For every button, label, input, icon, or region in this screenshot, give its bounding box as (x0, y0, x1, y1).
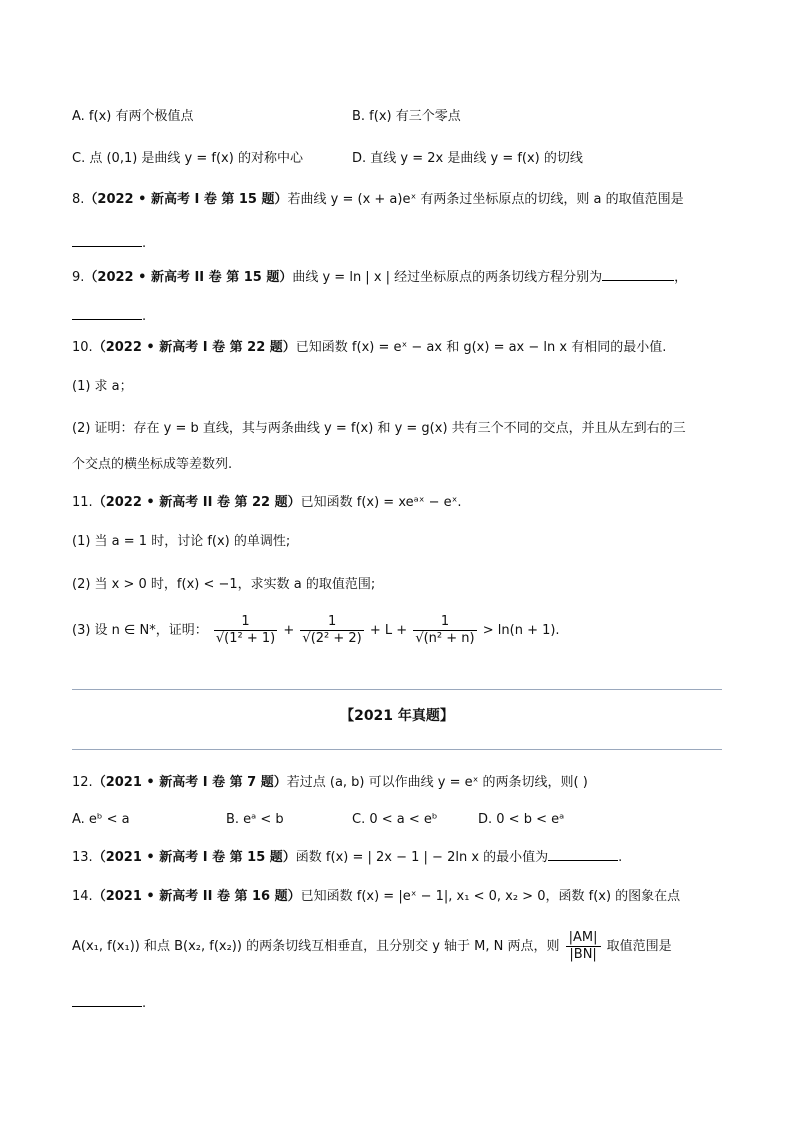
question-14-cont (72, 930, 672, 963)
period: . (142, 236, 147, 251)
answer-blank[interactable] (72, 305, 142, 320)
answer-blank[interactable] (602, 266, 674, 281)
question-number: 13. (72, 850, 93, 865)
question-9-answer (72, 305, 146, 326)
question-text: 曲线 y = ln | x | 经过坐标原点的两条切线方程分别为 (292, 270, 603, 285)
fraction-term-1: $\frac{1}{\text{√(1² + 1)}}$ (215, 614, 276, 646)
q12-option-c: C. 0 < a < eᵇ (352, 812, 438, 827)
question-10-part-2-cont: 个交点的横坐标成等差数列. (72, 457, 233, 472)
q12-option-a: A. eᵇ < a (72, 812, 130, 827)
question-text-end: 取值范围是 (606, 939, 672, 954)
question-number: 9. (72, 270, 85, 285)
separator: ， (674, 270, 688, 285)
fraction-term-n: $\frac{1}{\text{√(n² + n)}}$ (415, 614, 475, 646)
question-11-part-1: (1) 当 a = 1 时，讨论 f(x) 的单调性; (72, 534, 291, 549)
inequality-tail: > ln(n + 1). (482, 623, 560, 638)
section-title-2021: 【2021 年真题】 (340, 708, 454, 724)
question-source: （2021 • 新高考 I 卷 第 7 题） (92, 775, 287, 790)
answer-blank[interactable] (72, 992, 142, 1007)
question-14 (72, 888, 680, 906)
question-8-answer (72, 232, 146, 253)
q12-option-b: B. eᵃ < b (226, 812, 284, 827)
question-source: （2022 • 新高考 II 卷 第 22 题） (92, 495, 301, 510)
question-number: 11. (72, 495, 93, 510)
period: . (618, 850, 623, 865)
question-source: （2021 • 新高考 II 卷 第 16 题） (92, 889, 301, 904)
question-number: 10. (72, 340, 93, 355)
question-9 (72, 266, 687, 287)
question-11-part-3 (72, 614, 560, 647)
part-lead: (3) 设 n ∈ N*，证明： (72, 623, 208, 638)
period: . (142, 309, 147, 324)
question-12 (72, 774, 588, 792)
question-11-part-2: (2) 当 x > 0 时，f(x) < −1，求实数 a 的取值范围; (72, 577, 376, 592)
question-text: 已知函数 f(x) = xeᵃˣ − eˣ. (300, 495, 462, 510)
answer-blank[interactable] (548, 846, 618, 861)
question-source: （2022 • 新高考 I 卷 第 15 题） (84, 192, 288, 207)
q7-option-a: A. f(x) 有两个极值点 (72, 109, 194, 124)
q7-option-b: B. f(x) 有三个零点 (352, 109, 461, 124)
question-source: （2021 • 新高考 I 卷 第 15 题） (92, 850, 296, 865)
plus-sign: + (283, 623, 295, 638)
question-number: 12. (72, 775, 93, 790)
question-13 (72, 846, 622, 867)
question-text: A(x₁, f(x₁)) 和点 B(x₂, f(x₂)) 的两条切线互相垂直，且分别交 y 轴于 M, N 两点，则 (72, 939, 560, 954)
ratio-fraction: $\frac{|AM|}{|BN|}$ (566, 930, 601, 963)
question-source: （2022 • 新高考 I 卷 第 22 题） (92, 340, 296, 355)
question-text: 若曲线 y = (x + a)eˣ 有两条过坐标原点的切线，则 a 的取值范围是 (287, 192, 684, 207)
period: . (142, 996, 147, 1011)
question-14-answer (72, 992, 146, 1013)
question-source: （2022 • 新高考 II 卷 第 15 题） (84, 270, 293, 285)
question-8 (72, 191, 684, 209)
fraction-term-2: $\frac{1}{\text{√(2² + 2)}}$ (302, 614, 362, 646)
question-10 (72, 339, 666, 357)
q7-option-c: C. 点 (0,1) 是曲线 y = f(x) 的对称中心 (72, 151, 303, 166)
section-rule-top (72, 689, 722, 690)
question-11 (72, 494, 462, 512)
question-number: 14. (72, 889, 93, 904)
answer-blank[interactable] (72, 232, 142, 247)
q12-option-d: D. 0 < b < eᵃ (478, 812, 565, 827)
question-10-part-1: (1) 求 a； (72, 379, 133, 394)
q7-option-d: D. 直线 y = 2x 是曲线 y = f(x) 的切线 (352, 151, 583, 166)
question-text: 已知函数 f(x) = |eˣ − 1|, x₁ < 0, x₂ > 0，函数 f(x) 的图象在点 (300, 889, 681, 904)
question-text: 函数 f(x) = | 2x − 1 | − 2ln x 的最小值为 (295, 850, 549, 865)
question-number: 8. (72, 192, 85, 207)
question-text: 若过点 (a, b) 可以作曲线 y = eˣ 的两条切线，则( ) (286, 775, 588, 790)
question-10-part-2: (2) 证明：存在 y = b 直线，其与两条曲线 y = f(x) 和 y = g(x) 共有三个不同的交点，并且从左到右的三 (72, 421, 686, 436)
question-text: 已知函数 f(x) = eˣ − ax 和 g(x) = ax − ln x 有相同的最小值. (295, 340, 667, 355)
section-rule-bottom (72, 749, 722, 750)
ellipsis-sum: + L + (369, 623, 408, 638)
